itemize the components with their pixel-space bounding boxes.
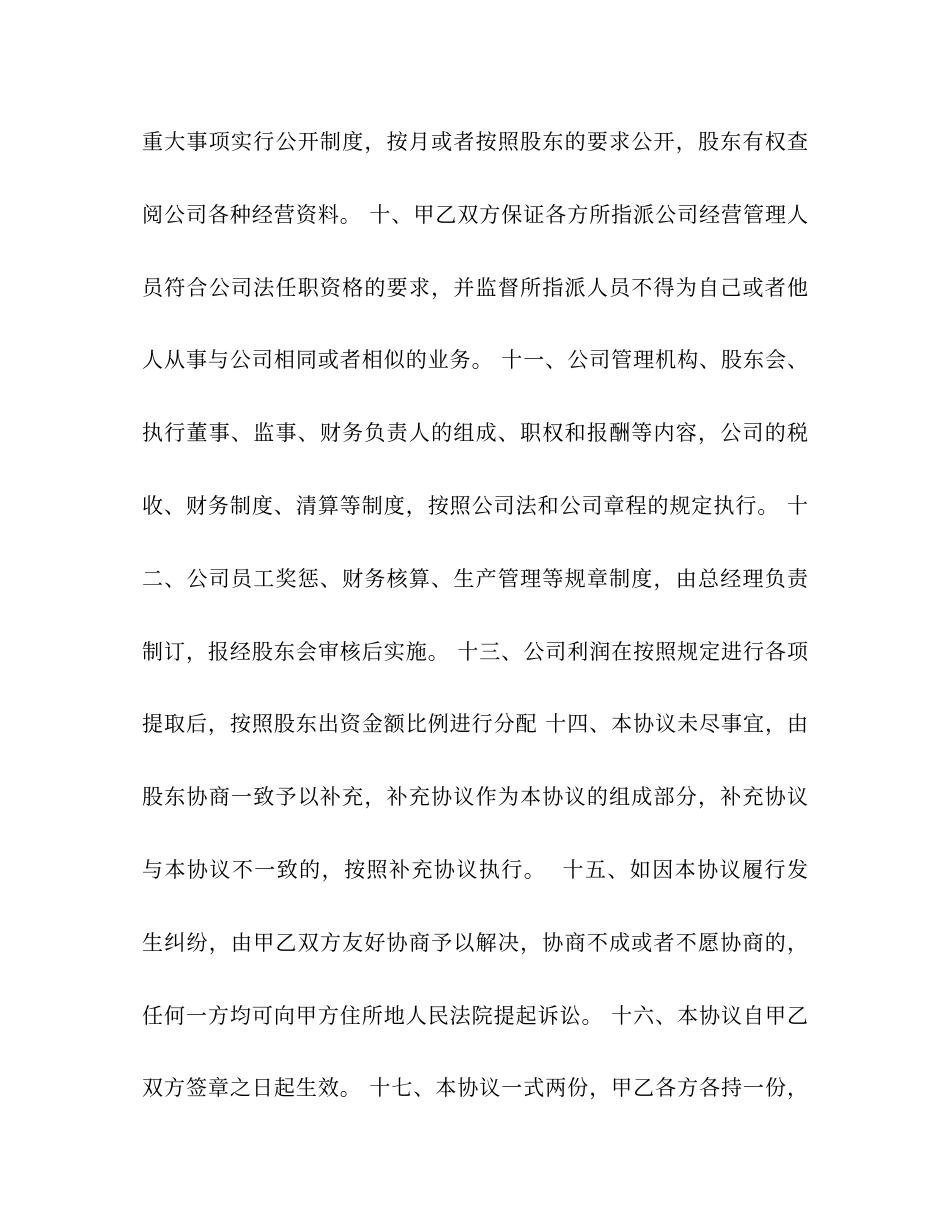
text-line: 任何一方均可向甲方住所地人民法院提起诉讼。 十六、本协议自甲乙: [142, 1003, 808, 1028]
text-line: 双方签章之日起生效。 十七、本协议一式两份，甲乙各方各持一份，: [142, 1076, 808, 1101]
text-line: 股东协商一致予以补充，补充协议作为本协议的组成部分，补充协议: [142, 785, 808, 810]
text-line: 员符合公司法任职资格的要求，并监督所指派人员不得为自己或者他: [142, 275, 808, 300]
text-line: 人从事与公司相同或者相似的业务。 十一、公司管理机构、股东会、: [142, 348, 808, 373]
text-line: 二、公司员工奖惩、财务核算、生产管理等规章制度，由总经理负责: [142, 566, 808, 591]
body-text: [142, 124, 808, 1143]
text-line: 制订，报经股东会审核后实施。 十三、公司利润在按照规定进行各项: [142, 639, 808, 664]
text-line: 阅公司各种经营资料。 十、甲乙双方保证各方所指派公司经营管理人: [142, 202, 808, 227]
text-line: 重大事项实行公开制度，按月或者按照股东的要求公开，股东有权查: [142, 130, 808, 154]
text-line: 提取后，按照股东出资金额比例进行分配 十四、本协议未尽事宜，由: [142, 712, 808, 737]
text-line: 执行董事、监事、财务负责人的组成、职权和报酬等内容，公司的税: [142, 421, 808, 446]
text-line: 生纠纷，由甲乙双方友好协商予以解决，协商不成或者不愿协商的，: [142, 930, 808, 955]
text-line: 收、财务制度、清算等制度，按照公司法和公司章程的规定执行。 十: [142, 493, 808, 518]
text-line: 与本协议不一致的，按照补充协议执行。 十五、如因本协议履行发: [142, 857, 808, 882]
